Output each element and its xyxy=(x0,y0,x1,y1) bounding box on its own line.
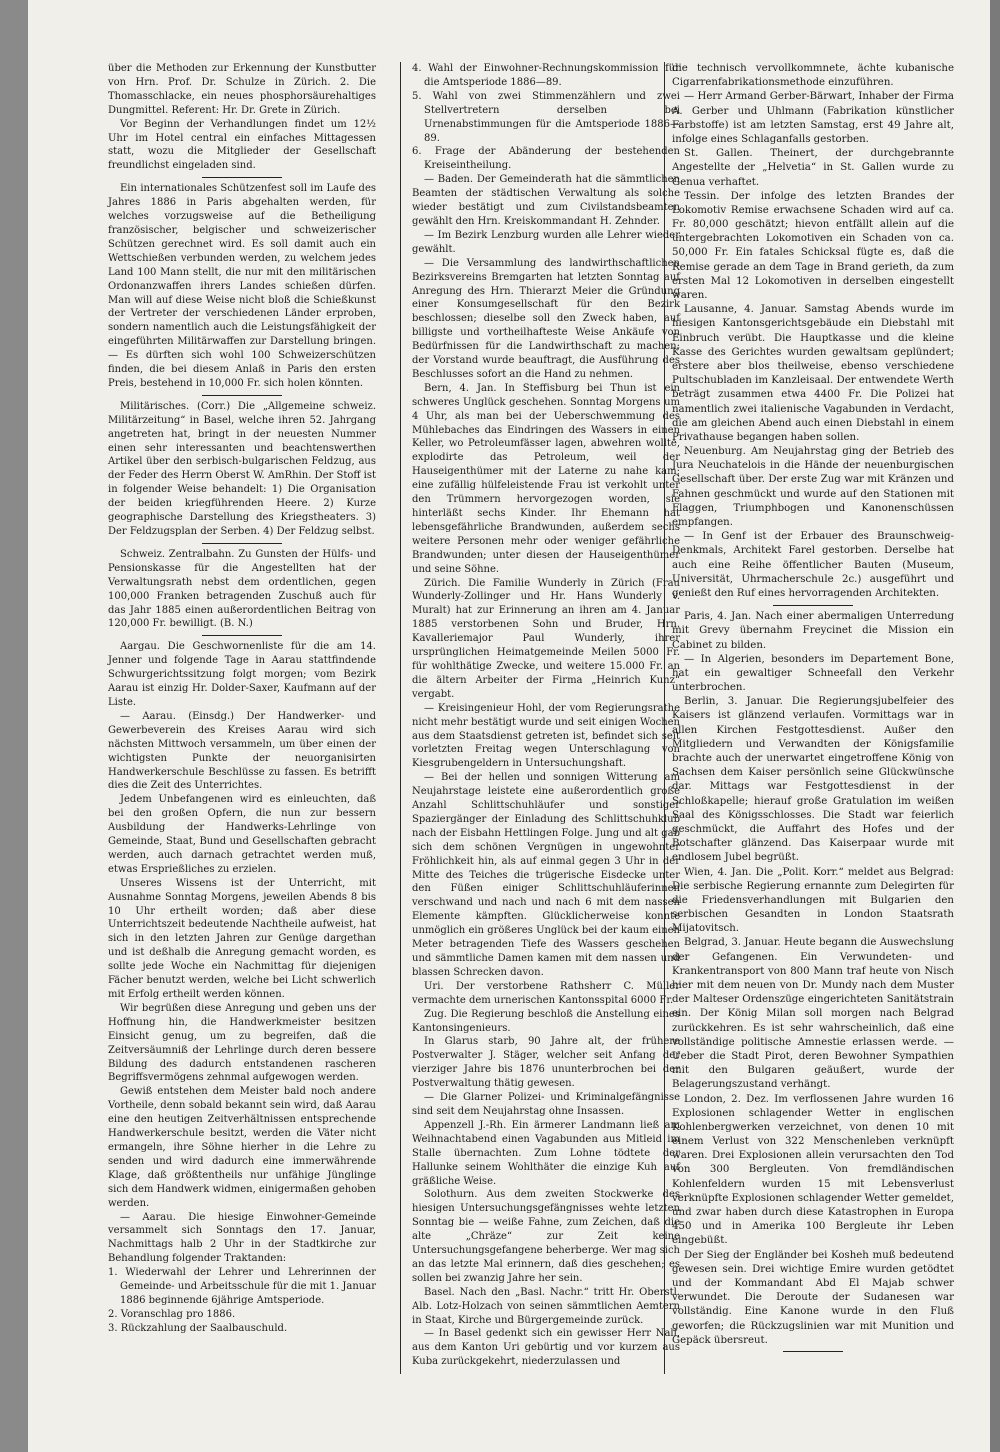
article-paragraph: Vor Beginn der Verhandlungen findet um 12½ Uhr im Hotel central ein einfaches Mittagessen statt, wozu die Mitglieder der Gesellschaft freundlichst eingeladen sind. xyxy=(108,118,376,172)
article-paragraph: Unseres Wissens ist der Unterricht, mit Ausnahme Sonntag Morgens, jeweilen Abends 8 bis 10 Uhr ertheilt worden; daß aber diese Unterrichtszeit bedeutende Nachtheile aufweist, hat sich in den letzten Jahren zur Genüge dargethan und ist deßhalb die Anregung gemacht worden, es sollte jede Woche ein Nachmittag für diejenigen Fächer benutzt werden, welche bei Licht schwerlich mit Erfolg ertheilt werden können. xyxy=(108,877,376,1000)
article-paragraph: Uri. Der verstorbene Rathsherr C. Müller vermachte dem urnerischen Kantonsspital 6000 Fr. xyxy=(412,980,680,1006)
article-paragraph: Wien, 4. Jan. Die „Polit. Korr.“ meldet aus Belgrad: Die serbische Regierung ernannte zum Delegirten für die Friedensverhandlungen mit Bulgarien den serbischen Gesandten in London Staatsrath Mijatovitsch. xyxy=(672,866,954,935)
article-paragraph: Ein internationales Schützenfest soll im Laufe des Jahres 1886 in Paris abgehalten werden, für welches vorzugsweise auf die Betheiligung französischer, belgischer und schweizerischer Schützen gerechnet wird. Es soll damit auch ein Wettschießen verbunden werden, zu welchem jedes Land 100 Mann stellt, die nur mit den militärischen Ordonanzwaffen ihrers Landes schießen dürfen. Man will auf diese Weise nicht bloß die Schießkunst der Vertreter der verschiedenen Länder erproben, sondern namentlich auch die Leistungsfähigkeit der eingeführten Militärwaffen zur Darstellung bringen. — Es dürften sich wohl 100 Schweizerschützen finden, die bei diesem Anlaß in Paris den ersten Preis, bestehend in 10,000 Fr. sich holen könnten. xyxy=(108,183,376,389)
separator xyxy=(202,395,282,396)
article-paragraph: Gewiß entstehen dem Meister bald noch andere Vortheile, denn sobald bekannt sein wird, daß Aarau eine den heutigen Zeitverhältnissen entsprechende Handwerkerschule besitzt, werden die Väter nicht ermangeln, ihre Söhne hierher in die Lehre zu senden und wird dadurch eine immerwährende Klage, daß größtentheils nur unfähige Jünglinge sich dem Handwerk widmen, einigermaßen gehoben werden. xyxy=(108,1086,376,1209)
article-paragraph: London, 2. Dez. Im verflossenen Jahre wurden 16 Explosionen schlagender Wetter in englischen Kohlenbergwerken verzeichnet, von denen 10 mit einem Verlust von 322 Menschenleben verknüpft waren. Drei Explosionen allein verursachten den Tod von 300 Bergleuten. Von fremdländischen Kohlenfeldern wurden 15 mit Lebensverlust verknüpfte Explosionen schlagender Wetter gemeldet, und zwar haben durch diese Katastrophen in Europa 450 und in Amerika 100 Bergleute ihr Leben eingebüßt. xyxy=(672,1093,954,1247)
article-paragraph: — Die Versammlung des landwirthschaftlichen Bezirksvereins Bremgarten hat letzten Sonntag auf Anregung des Hrn. Thierarzt Meier die Gründung einer Konsumgesellschaft für den Bezirk beschlossen; dieselbe soll den Zweck haben, auf billigste und vortheilhafteste Weise Ankäufe von Bedürfnissen für die Landwirthschaft zu machen; der Vorstand wurde beauftragt, die Ausführung des Beschlusses sofort an die Hand zu nehmen. xyxy=(412,257,680,380)
article-paragraph: — In Basel gedenkt sich ein gewisser Herr Nall, aus dem Kanton Uri gebürtig und vor kurzem aus Kuba zurückgekehrt, niederzulassen und xyxy=(412,1328,680,1368)
column-1 xyxy=(108,62,376,1336)
article-paragraph: Berlin, 3. Januar. Die Regierungsjubelfeier des Kaisers ist glänzend verlaufen. Vormittags war in allen Kirchen Festgottesdienst. Außer den Mitgliedern und Verwandten der Königsfamilie brachte auch der unerwartet eingetroffene König von Sachsen dem Kaiser persönlich seine Glückwünsche dar. Mittags war Festgottesdienst in der Schloßkapelle; hierauf große Gratulation im weißen Saal des Königsschlosses. Die Stadt war feierlich geschmückt, die Auffahrt des Hofes und der Botschafter glänzend. Das Kaiserpaar wurde mit endlosem Jubel begrüßt. xyxy=(672,696,954,864)
article-paragraph: — Aarau. (Einsdg.) Der Handwerker- und Gewerbeverein des Kreises Aarau wird sich nächsten Mittwoch versammeln, um über einen der wichtigsten Punkte der neuorganisirten Handwerkerschule Beschlüsse zu fassen. Es betrifft dies die Zeit des Unterrichtes. xyxy=(108,710,376,792)
article-paragraph: Schweiz. Zentralbahn. Zu Gunsten der Hülfs- und Pensionskasse für die Angestellten hat der Verwaltungsrath nebst dem ordentlichen, gegen 100,000 Franken betragenden Zuschuß auch für das Jahr 1885 einen außerordentlichen Beitrag von 120,000 Fr. bewilligt. (B. N.) xyxy=(108,548,376,630)
agenda-item: 6. Frage der Abänderung der bestehenden Kreiseintheilung. xyxy=(412,146,680,172)
article-paragraph: Appenzell J.-Rh. Ein ärmerer Landmann ließ am Weihnachtabend einen Vagabunden aus Mitleid im Stalle übernachten. Zum Lohne tödtete der Hallunke seinem Wohlthäter die einzige Kuh auf gräßliche Weise. xyxy=(412,1119,680,1187)
article-paragraph: — In Algerien, besonders im Departement Bone, hat ein gewaltiger Schneefall den Verkehr unterbrochen. xyxy=(672,653,954,694)
agenda-item: 1. Wiederwahl der Lehrer und Lehrerinnen der Gemeinde- und Arbeitsschule für die mit 1. Januar 1886 beginnende 6jährige Amtsperiode. xyxy=(108,1267,376,1306)
article-paragraph: Jedem Unbefangenen wird es einleuchten, daß bei den großen Opfern, die nun zur bessern Ausbildung der Handwerks-Lehrlinge von Gemeinde, Staat, Bund und Gesellschaften gebracht werden, auch darnach getrachtet werden muß, etwas Ersprießliches zu erzielen. xyxy=(108,794,376,875)
separator xyxy=(202,543,282,544)
article-paragraph: — In Genf ist der Erbauer des Braunschweig-Denkmals, Architekt Farel gestorben. Derselbe hat auch eine Reihe öffentlicher Bauten (Museum, Universität, Uhrmacherschule 2c.) ausgeführt und genießt den Ruf eines hervorragenden Architekten. xyxy=(672,531,954,599)
separator xyxy=(202,177,282,178)
article-paragraph: Basel. Nach den „Basl. Nachr.“ tritt Hr. Oberstl. Alb. Lotz-Holzach von seinen sämmtlichen Aemtern in Staat, Kirche und Bürgergemeinde zurück. xyxy=(412,1286,680,1326)
column-3 xyxy=(672,62,954,1352)
article-paragraph: Neuenburg. Am Neujahrstag ging der Betrieb des Jura Neuchatelois in die Hände der neuenburgischen Gesellschaft über. Der erste Zug war mit Kränzen und Fahnen geschmückt und wurde auf den Stationen mit Flaggen, Triumphbogen und Kanonenschüssen empfangen. xyxy=(672,446,954,528)
article-paragraph: — Baden. Der Gemeinderath hat die sämmtlichen Beamten der städtischen Verwaltung als solche wieder bestätigt und zum Civilstandsbeamten gewählt den Hrn. Kreiskommandant H. Zehnder. xyxy=(412,174,680,227)
article-paragraph: Bern, 4. Jan. In Steffisburg bei Thun ist ein schweres Unglück geschehen. Sonntag Morgens um 4 Uhr, als man bei der Ueberschwemmung des Mühlebaches das Eindringen des Wassers in einen Keller, wo Petroleumfässer lagen, abwehren wollte, explodirte das Petroleum, weil der Hauseigenthümer mit der Laterne zu nahe kam; eine zufällig hülfeleistende Frau ist verkohlt unter den Trümmern hervorgezogen worden, sie hinterläßt sechs Kinder. Ihr Ehemann hat lebensgefährliche Brandwunden, außerdem sechs weitere Personen mehr oder weniger gefährliche Brandwunden; unter diesen der Hauseigenthümer und seine Söhne. xyxy=(412,382,680,575)
article-paragraph: Lausanne, 4. Januar. Samstag Abends wurde im hiesigen Kantonsgerichtsgebäude ein Diebstahl mit Einbruch verübt. Die Hauptkasse und die kleine Kasse des Gerichtes wurden gewaltsam geplündert; erstere aber blos theilweise, ebenso verschiedene Pultschubladen im Kanzleisaal. Der entwendete Werth beträgt zusammen etwa 4400 Fr. Die Polizei hat namentlich zwei italienische Vagabunden in Verdacht, die am gleichen Abend auch einen Diebstahl in einem Privathause begangen haben sollen. xyxy=(672,304,954,443)
column-rule xyxy=(400,62,401,1374)
article-paragraph: Der Sieg der Engländer bei Kosheh muß bedeutend gewesen sein. Drei wichtige Emire wurden getödtet und der Kommandant Abd El Majab schwer verwundet. Die Deroute der Sudanesen war vollständig. Eine Kanone wurde in den Fluß geworfen; die Rückzugslinien war mit Munition und Gepäck übersreut. xyxy=(672,1249,954,1346)
separator xyxy=(773,605,853,606)
article-paragraph: die technisch vervollkommnete, ächte kubanische Cigarrenfabrikationsmethode einzuführen. xyxy=(672,63,954,89)
article-paragraph: Solothurn. Aus dem zweiten Stockwerke des hiesigen Untersuchungsgefängnisses wehte letzten Sonntag bie — weiße Fahne, zum Zeichen, daß die alte „Chräze“ zur Zeit keine Untersuchungsgefangene beherberge. Wer mag sich an das letzte Mal erinnern, daß dies geschehen; es sollen bei zwanzig Jahre her sein. xyxy=(412,1189,680,1284)
article-paragraph: In Glarus starb, 90 Jahre alt, der frühere Postverwalter J. Stäger, welcher seit Anfang der vierziger Jahre bis 1876 ununterbrochen bei der Postverwaltung thätig gewesen. xyxy=(412,1036,680,1090)
article-paragraph: — Die Glarner Polizei- und Kriminalgefängnisse sind seit dem Neujahrstag ohne Insassen. xyxy=(412,1092,680,1117)
article-paragraph: Militärisches. (Corr.) Die „Allgemeine schweiz. Militärzeitung“ in Basel, welche ihren 52. Jahrgang angetreten hat, bringt in der neuesten Nummer einen sehr interessanten und beachtenswerthen Artikel über den serbisch-bulgarischen Feldzug, aus der Feder des Herrn Oberst W. AmRhin. Der Stoff ist in folgender Weise behandelt: 1) Die Organisation der beiden kriegführenden Heere. 2) Kurze geographische Darstellung des Kriegstheaters. 3) Der Feldzugsplan der Serben. 4) Der Feldzug selbst. xyxy=(108,400,376,537)
end-rule xyxy=(783,1351,843,1352)
article-paragraph: — Aarau. Die hiesige Einwohner-Gemeinde versammelt sich Sonntags den 17. Januar, Nachmittags halb 2 Uhr in der Stadtkirche zur Behandlung folgender Traktanden: xyxy=(108,1211,376,1265)
separator xyxy=(202,635,282,636)
left-page-edge xyxy=(0,0,28,1452)
agenda-item: 5. Wahl von zwei Stimmenzählern und zwei Stellvertretern derselben bei Urnenabstimmungen für die Amtsperiode 1886—89. xyxy=(412,90,680,144)
article-paragraph: — Herr Armand Gerber-Bärwart, Inhaber der Firma A. Gerber und Uhlmann (Fabrikation künstlicher Farbstoffe) ist am letzten Samstag, erst 49 Jahre alt, infolge eines Schlaganfalls gestorben. xyxy=(672,91,954,145)
agenda-item: 4. Wahl der Einwohner-Rechnungskommission für die Amtsperiode 1886—89. xyxy=(412,63,680,88)
agenda-item: 2. Voranschlag pro 1886. xyxy=(108,1308,236,1320)
article-paragraph: — Bei der hellen und sonnigen Witterung am Neujahrstage leistete eine außerordentlich große Anzahl Schlittschuhläufer und sonstiger Spaziergänger der Einladung des Schlittschuhklub nach der Eisbahn Hettlingen Folge. Jung und alt gab sich dem schönen Vergnügen in ungewohnter Fröhlichkeit hin, als auf einmal gegen 3 Uhr in der Mitte des Teiches die trügerische Eisdecke unter den Füßen einiger Schlittschuhläuferinnen verschwand und nach und nach 6 mit dem nassen Elemente kämpften. Glücklicherweise konnte unmöglich ein größeres Unglück bei der kaum einen Meter betragenden Tiefe des Wassers geschehen und sämmtliche Damen kamen mit dem nassen und blassen Schrecken davon. xyxy=(412,772,680,978)
article-paragraph: Wir begrüßen diese Anregung und geben uns der Hoffnung hin, die Handwerkmeister besitzen Einsicht genug, um zu begreifen, daß die Zeitversäumniß der Lehrlinge durch deren bessere Bildung des dadurch entstandenen rascheren Begriffsvermögens zehnmal aufgewogen werden. xyxy=(108,1002,376,1084)
column-2 xyxy=(412,62,680,1369)
article-paragraph: Zürich. Die Familie Wunderly in Zürich (Frau Wunderly-Zollinger und Hr. Hans Wunderly v. Muralt) hat zur Erinnerung an ihren am 4. Januar 1885 verstorbenen Sohn und Bruder, Hrn. Kavalleriemajor Paul Wunderly, ihrer ursprünglichen Heimatgemeinde Meilen 5000 Fr. für wohlthätige Zwecke, und weitere 15.000 Fr. an die ältern Arbeiter der Firma „Heinrich Kunz“ vergabt. xyxy=(412,577,680,700)
newspaper-page xyxy=(28,0,990,1452)
article-paragraph: — Kreisingenieur Hohl, der vom Regierungsrathe nicht mehr bestätigt wurde und seit einigen Wochen aus dem Staatsdienst getreten ist, befindet sich seit vorletzten Freitag wegen Unterschlagung von Kiesgrubengeldern in Untersuchungshaft. xyxy=(412,702,680,770)
article-paragraph: Aargau. Die Geschwornenliste für die am 14. Jenner und folgende Tage in Aarau stattfindende Schwurgerichtssitzung folgt morgen; vom Bezirk Aarau ist einzig Hr. Dolder-Saxer, Kaufmann auf der Liste. xyxy=(108,641,376,708)
article-paragraph: St. Gallen. Theinert, der durchgebrannte Angestellte der „Helvetia“ in St. Gallen wurde zu Genua verhaftet. xyxy=(672,148,954,188)
article-paragraph: über die Methoden zur Erkennung der Kunstbutter von Hrn. Prof. Dr. Schulze in Zürich. 2. Die Thomasschlacke, ein neues phosphorsäurehaltiges Dungmittel. Referent: Hr. Dr. Grete in Zürich. xyxy=(108,63,376,116)
article-paragraph: — Im Bezirk Lenzburg wurden alle Lehrer wieder gewählt. xyxy=(412,229,680,255)
article-paragraph: Paris, 4. Jan. Nach einer abermaligen Unterredung mit Grevy übernahm Freycinet die Mission ein Cabinet zu bilden. xyxy=(672,611,954,651)
agenda-item: 3. Rückzahlung der Saalbauschuld. xyxy=(108,1322,288,1334)
article-paragraph: Tessin. Der infolge des letzten Brandes der Lokomotiv Remise erwachsene Schaden wird auf ca. Fr. 80,000 geschätzt; hievon entfällt allein auf die untergebrachten Lokomotiven ein Schaden von ca. 50,000 Fr. Ein fatales Schicksal fügte es, daß die Remise gerade an dem Tage in Brand gerieth, da zum ersten Mal 12 Lokomotiven in derselben eingestellt waren. xyxy=(672,190,954,301)
article-paragraph: Belgrad, 3. Januar. Heute begann die Auswechslung der Gefangenen. Ein Verwundeten- und Krankentransport von 800 Mann traf heute von Nisch hier mit dem neuen von Dr. Mundy nach dem Muster der Malteser Ordenszüge eingerichteten Sanitätstrain ein. Der König Milan soll morgen nach Belgrad zurückkehren. Es ist sehr wahrscheinlich, daß eine vollständige politische Amnestie erlassen werde. — Ueber die Stadt Pirot, deren Bewohner Sympathien mit den Bulgaren geäußert, wurde der Belagerungszustand verhängt. xyxy=(672,937,954,1091)
article-paragraph: Zug. Die Regierung beschloß die Anstellung eines Kantonsingenieurs. xyxy=(412,1008,680,1034)
